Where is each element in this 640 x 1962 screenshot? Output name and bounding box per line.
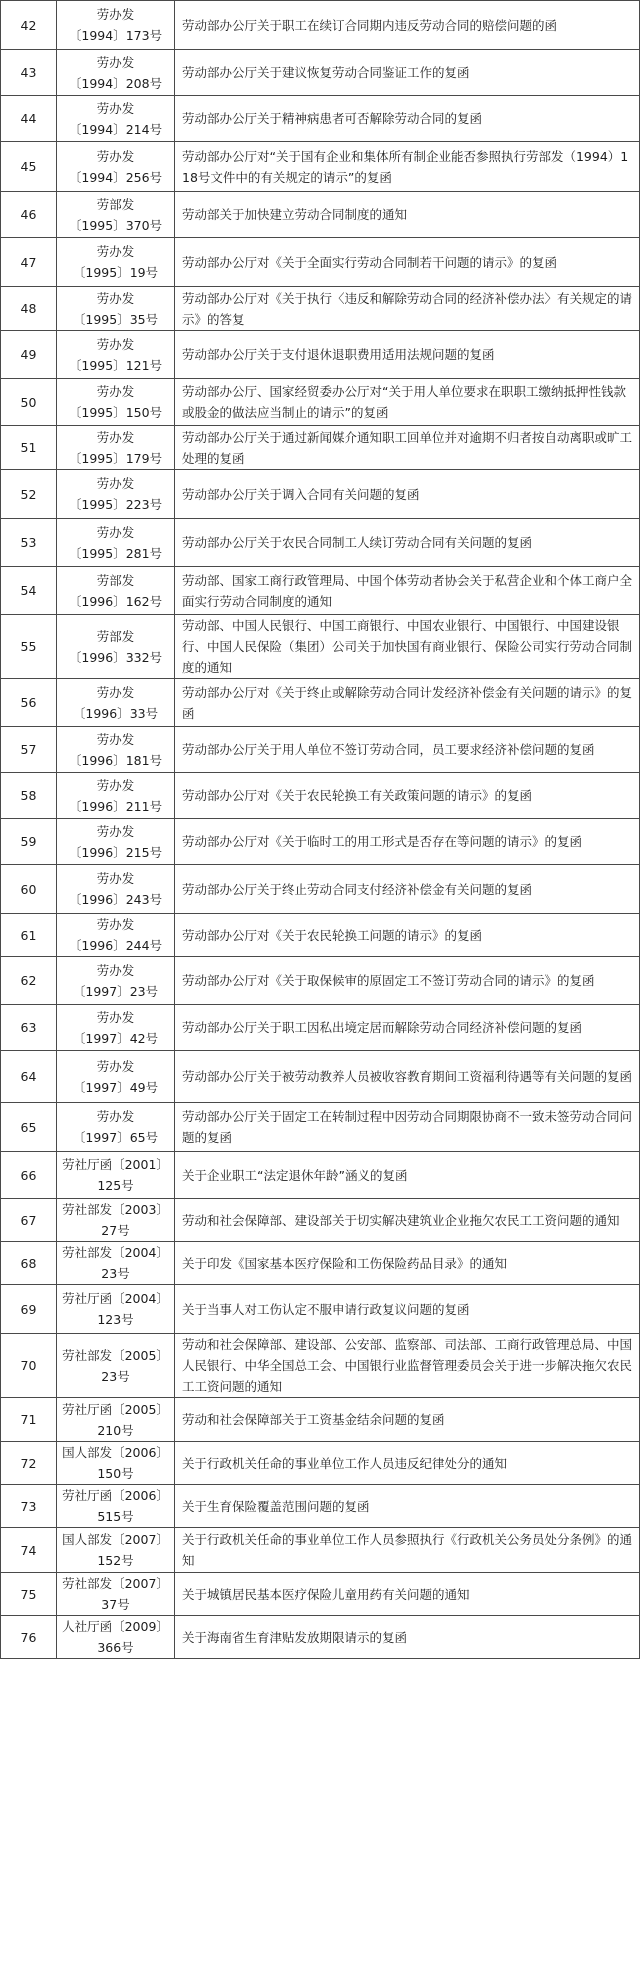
row-number: 63 xyxy=(1,1005,57,1051)
document-number: 劳办发 〔1995〕35号 xyxy=(57,287,175,331)
table-row xyxy=(1,1528,640,1573)
row-number: 56 xyxy=(1,679,57,727)
document-title: 劳动部办公厅关于用人单位不签订劳动合同，员工要求经济补偿问题的复函 xyxy=(175,727,640,773)
table-row xyxy=(1,50,640,96)
document-number: 劳办发 〔1994〕173号 xyxy=(57,1,175,50)
document-title: 关于行政机关任命的事业单位工作人员违反纪律处分的通知 xyxy=(175,1442,640,1485)
document-title: 劳动部办公厅关于支付退休退职费用适用法规问题的复函 xyxy=(175,331,640,379)
document-title: 劳动部办公厅关于职工在续订合同期内违反劳动合同的赔偿问题的函 xyxy=(175,1,640,50)
document-title: 劳动部办公厅对《关于临时工的用工形式是否存在等问题的请示》的复函 xyxy=(175,819,640,865)
row-number: 49 xyxy=(1,331,57,379)
document-title: 关于海南省生育津贴发放期限请示的复函 xyxy=(175,1616,640,1659)
table-row xyxy=(1,1152,640,1199)
document-title: 劳动部、中国人民银行、中国工商银行、中国农业银行、中国银行、中国建设银行、中国人民保险（集团）公司关于加快国有商业银行、保险公司实行劳动合同制度的通知 xyxy=(175,615,640,679)
table-row xyxy=(1,819,640,865)
table-row xyxy=(1,287,640,331)
document-title: 劳动部办公厅、国家经贸委办公厅对“关于用人单位要求在职职工缴纳抵押性钱款或股金的做法应当制止的请示”的复函 xyxy=(175,379,640,426)
document-title: 关于生育保险覆盖范围问题的复函 xyxy=(175,1485,640,1528)
row-number: 75 xyxy=(1,1573,57,1616)
row-number: 76 xyxy=(1,1616,57,1659)
document-number: 劳办发 〔1994〕208号 xyxy=(57,50,175,96)
document-number: 劳社厅函〔2001〕 125号 xyxy=(57,1152,175,1199)
document-number: 劳社部发〔2007〕37号 xyxy=(57,1573,175,1616)
table-row xyxy=(1,1573,640,1616)
table-row xyxy=(1,1199,640,1242)
document-title: 劳动部办公厅关于被劳动教养人员被收容教育期间工资福利待遇等有关问题的复函 xyxy=(175,1051,640,1103)
document-number: 劳办发 〔1995〕179号 xyxy=(57,426,175,470)
table-row xyxy=(1,865,640,914)
row-number: 54 xyxy=(1,567,57,615)
document-title: 关于企业职工“法定退休年龄”涵义的复函 xyxy=(175,1152,640,1199)
table-row xyxy=(1,192,640,238)
row-number: 73 xyxy=(1,1485,57,1528)
document-title: 劳动部办公厅对《关于农民轮换工问题的请示》的复函 xyxy=(175,914,640,957)
table-row xyxy=(1,96,640,142)
row-number: 60 xyxy=(1,865,57,914)
table-row xyxy=(1,331,640,379)
row-number: 46 xyxy=(1,192,57,238)
table-row xyxy=(1,1485,640,1528)
row-number: 43 xyxy=(1,50,57,96)
document-title: 劳动部办公厅关于终止劳动合同支付经济补偿金有关问题的复函 xyxy=(175,865,640,914)
document-number: 劳办发 〔1996〕181号 xyxy=(57,727,175,773)
document-title: 劳动部办公厅对《关于全面实行劳动合同制若干问题的请示》的复函 xyxy=(175,238,640,287)
document-title: 劳动部办公厅对“关于国有企业和集体所有制企业能否参照执行劳部发（1994）118号文件中的有关规定的请示”的复函 xyxy=(175,142,640,192)
document-number: 劳办发 〔1995〕223号 xyxy=(57,470,175,519)
table-row xyxy=(1,615,640,679)
document-title: 劳动和社会保障部关于工资基金结余问题的复函 xyxy=(175,1398,640,1442)
document-number: 国人部发〔2007〕 152号 xyxy=(57,1528,175,1573)
document-title: 关于城镇居民基本医疗保险儿童用药有关问题的通知 xyxy=(175,1573,640,1616)
table-row xyxy=(1,470,640,519)
row-number: 71 xyxy=(1,1398,57,1442)
document-title: 关于当事人对工伤认定不服申请行政复议问题的复函 xyxy=(175,1285,640,1334)
document-title: 劳动部、国家工商行政管理局、中国个体劳动者协会关于私营企业和个体工商户全面实行劳动合同制度的通知 xyxy=(175,567,640,615)
document-number: 劳办发 〔1995〕19号 xyxy=(57,238,175,287)
table-row xyxy=(1,238,640,287)
document-title: 劳动和社会保障部、建设部关于切实解决建筑业企业拖欠农民工工资问题的通知 xyxy=(175,1199,640,1242)
document-number: 劳部发 〔1996〕162号 xyxy=(57,567,175,615)
row-number: 58 xyxy=(1,773,57,819)
row-number: 67 xyxy=(1,1199,57,1242)
document-number: 劳办发 〔1996〕244号 xyxy=(57,914,175,957)
table-row xyxy=(1,1,640,50)
table-row xyxy=(1,679,640,727)
document-title: 劳动部办公厅对《关于取保候审的原固定工不签订劳动合同的请示》的复函 xyxy=(175,957,640,1005)
row-number: 45 xyxy=(1,142,57,192)
document-number: 劳社厅函〔2006〕 515号 xyxy=(57,1485,175,1528)
table-row xyxy=(1,1334,640,1398)
table-row xyxy=(1,1103,640,1152)
row-number: 44 xyxy=(1,96,57,142)
document-number: 劳办发 〔1996〕33号 xyxy=(57,679,175,727)
document-title: 劳动部办公厅关于调入合同有关问题的复函 xyxy=(175,470,640,519)
row-number: 65 xyxy=(1,1103,57,1152)
row-number: 55 xyxy=(1,615,57,679)
row-number: 61 xyxy=(1,914,57,957)
document-number: 劳办发 〔1995〕150号 xyxy=(57,379,175,426)
row-number: 51 xyxy=(1,426,57,470)
document-number: 劳办发 〔1997〕23号 xyxy=(57,957,175,1005)
table-row xyxy=(1,1005,640,1051)
document-number: 劳办发 〔1994〕256号 xyxy=(57,142,175,192)
document-number: 劳社厅函〔2005〕 210号 xyxy=(57,1398,175,1442)
table-row xyxy=(1,1242,640,1285)
table-row xyxy=(1,567,640,615)
row-number: 74 xyxy=(1,1528,57,1573)
document-number: 劳办发 〔1995〕121号 xyxy=(57,331,175,379)
document-number: 劳社部发〔2005〕23号 xyxy=(57,1334,175,1398)
document-title: 劳动部办公厅关于职工因私出境定居而解除劳动合同经济补偿问题的复函 xyxy=(175,1005,640,1051)
row-number: 52 xyxy=(1,470,57,519)
row-number: 66 xyxy=(1,1152,57,1199)
row-number: 64 xyxy=(1,1051,57,1103)
table-row xyxy=(1,727,640,773)
document-number: 劳办发 〔1996〕243号 xyxy=(57,865,175,914)
document-title: 劳动和社会保障部、建设部、公安部、监察部、司法部、工商行政管理总局、中国人民银行、中华全国总工会、中国银行业监督管理委员会关于进一步解决拖欠农民工工资问题的通知 xyxy=(175,1334,640,1398)
document-number: 劳社厅函〔2004〕 123号 xyxy=(57,1285,175,1334)
document-title: 关于印发《国家基本医疗保险和工伤保险药品目录》的通知 xyxy=(175,1242,640,1285)
document-number: 劳办发 〔1996〕211号 xyxy=(57,773,175,819)
row-number: 62 xyxy=(1,957,57,1005)
document-number: 劳社部发〔2003〕27号 xyxy=(57,1199,175,1242)
document-title: 关于行政机关任命的事业单位工作人员参照执行《行政机关公务员处分条例》的通知 xyxy=(175,1528,640,1573)
row-number: 50 xyxy=(1,379,57,426)
document-number: 劳部发 〔1996〕332号 xyxy=(57,615,175,679)
table-row xyxy=(1,1285,640,1334)
document-number: 劳办发 〔1997〕65号 xyxy=(57,1103,175,1152)
table-row xyxy=(1,957,640,1005)
table-row xyxy=(1,1442,640,1485)
table-row xyxy=(1,914,640,957)
table-row xyxy=(1,1398,640,1442)
row-number: 57 xyxy=(1,727,57,773)
table-row xyxy=(1,1616,640,1659)
table-body xyxy=(1,1,640,1659)
document-title: 劳动部关于加快建立劳动合同制度的通知 xyxy=(175,192,640,238)
row-number: 68 xyxy=(1,1242,57,1285)
document-number: 劳办发 〔1996〕215号 xyxy=(57,819,175,865)
table-row xyxy=(1,519,640,567)
document-title: 劳动部办公厅关于建议恢复劳动合同鉴证工作的复函 xyxy=(175,50,640,96)
document-title: 劳动部办公厅对《关于农民轮换工有关政策问题的请示》的复函 xyxy=(175,773,640,819)
document-title: 劳动部办公厅关于通过新闻媒介通知职工回单位并对逾期不归者按自动离职或旷工处理的复函 xyxy=(175,426,640,470)
document-number: 国人部发〔2006〕 150号 xyxy=(57,1442,175,1485)
table-row xyxy=(1,379,640,426)
document-number: 劳办发 〔1994〕214号 xyxy=(57,96,175,142)
document-title: 劳动部办公厅对《关于执行〈违反和解除劳动合同的经济补偿办法〉有关规定的请示》的答复 xyxy=(175,287,640,331)
document-number: 劳社部发〔2004〕23号 xyxy=(57,1242,175,1285)
document-number: 劳办发 〔1997〕42号 xyxy=(57,1005,175,1051)
table-row xyxy=(1,1051,640,1103)
document-title: 劳动部办公厅关于农民合同制工人续订劳动合同有关问题的复函 xyxy=(175,519,640,567)
row-number: 53 xyxy=(1,519,57,567)
row-number: 48 xyxy=(1,287,57,331)
document-title: 劳动部办公厅关于固定工在转制过程中因劳动合同期限协商不一致未签劳动合同问题的复函 xyxy=(175,1103,640,1152)
table-row xyxy=(1,426,640,470)
table-row xyxy=(1,142,640,192)
document-number: 劳部发 〔1995〕370号 xyxy=(57,192,175,238)
row-number: 47 xyxy=(1,238,57,287)
row-number: 42 xyxy=(1,1,57,50)
document-number: 人社厅函〔2009〕 366号 xyxy=(57,1616,175,1659)
document-title: 劳动部办公厅对《关于终止或解除劳动合同计发经济补偿金有关问题的请示》的复函 xyxy=(175,679,640,727)
document-number: 劳办发 〔1997〕49号 xyxy=(57,1051,175,1103)
row-number: 59 xyxy=(1,819,57,865)
document-number: 劳办发 〔1995〕281号 xyxy=(57,519,175,567)
document-title: 劳动部办公厅关于精神病患者可否解除劳动合同的复函 xyxy=(175,96,640,142)
row-number: 69 xyxy=(1,1285,57,1334)
row-number: 72 xyxy=(1,1442,57,1485)
table-row xyxy=(1,773,640,819)
row-number: 70 xyxy=(1,1334,57,1398)
